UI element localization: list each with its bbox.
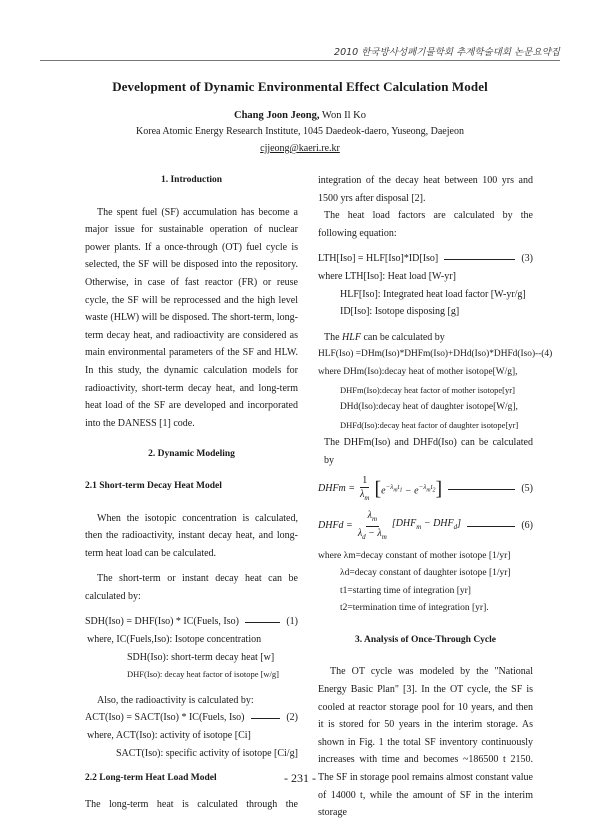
eq56-where-lm: where λm=decay constant of mother isotope [1/yr] xyxy=(318,550,511,561)
equation-5-lhs: DHFm = xyxy=(318,483,356,495)
intro-paragraph: The spent fuel (SF) accumulation has become a major issue for sustainable operation of nuclear power plants. If a once-through (OT) fuel cycle is selected, the SF will be disposed into the repository. Otherwise, in case of fast reactor (FR) or reuse cycle, the SF will be reprocessed and the high level waste (HLW) will be disposed. The short-term, long-term decay heat, and radioactivity are considered as main environmental parameters of the SF and HLW. In this study, the dynamic calculation models for radioactivity, short-term decay heat, and long-term heat load of the SF are developed and incorporated into the DANESS [1] code. xyxy=(85,206,298,429)
section-2-1-heading: 2.1 Short-term Decay Heat Model xyxy=(85,480,222,491)
equation-4-def-dhd: DHd(Iso):decay heat of daughter isotope[W/g], xyxy=(340,402,518,413)
equation-1 xyxy=(85,613,298,631)
equation-6-lhs: DHFd = xyxy=(318,520,353,532)
equation-2-number: (2) xyxy=(286,712,298,724)
heat-load-intro: The heat load factors are calculated by the following equation: xyxy=(318,210,533,239)
eq56-def-ld: λd=decay constant of daughter isotope [1/yr] xyxy=(340,568,511,579)
author-primary: Chang Joon Jeong, xyxy=(234,110,320,121)
eq56-def-t1: t1=starting time of integration [yr] xyxy=(340,585,471,596)
author-rest: Won Il Ko xyxy=(319,110,366,121)
section-1-heading: 1. Introduction xyxy=(160,175,223,185)
equation-1-def-dhf: DHF(Iso): decay heat factor of isotope [w/g] xyxy=(127,669,280,680)
equation-1-number: (1) xyxy=(286,616,298,628)
page-number: - 231 - xyxy=(284,771,316,785)
dhf-intro: The DHFm(Iso) and DHFd(Iso) can be calculated by xyxy=(324,437,533,466)
equation-1-def-sdh: SDH(Iso): short-term decay heat [w] xyxy=(127,651,275,663)
equation-6: DHFd = $\frac{\lambda_m}{\lambda_d - \lambda_m}$ $[DHF_m - DHF_d]$ (6) xyxy=(318,509,533,544)
equation-6-fraction: $\frac{\lambda_m}{\lambda_d - \lambda_m}$ xyxy=(357,509,387,541)
equation-2-def-sact: SACT(Iso): specific activity of isotope [Ci/g] xyxy=(116,747,298,759)
author-email[interactable]: cjjeong@kaeri.re.kr xyxy=(260,143,340,154)
hlf-intro: The HLF can be calculated by xyxy=(324,331,445,343)
right-column xyxy=(318,172,553,822)
equation-5-number: (5) xyxy=(521,483,533,495)
authors xyxy=(40,110,560,121)
s3-paragraph: The OT cycle was modeled by the "National Energy Basic Plan" [3]. In the OT cycle, the SF is cooled at reactor storage pool for 10 years, and then it is stored for 50 years in the interim storage. As shown in Fig. 1 the total SF inventory continuously increases with time and becomes ~186500 t 2150. The SF in storage pool remains almost constant value of 14000 t, while the amount of SF in the interim storage xyxy=(318,666,533,819)
s22-continuation: integration of the decay heat between 100 yrs and 1500 yrs after disposal [2]. xyxy=(318,175,533,204)
running-head: 2010 한국방사성폐기물학회 추계학술대회 논문요약집 xyxy=(334,47,560,58)
equation-2-where: where, ACT(Iso): activity of isotope [Ci] xyxy=(87,730,251,742)
equation-2-text: ACT(Iso) = SACT(Iso) * IC(Fuels, Iso) xyxy=(85,712,245,724)
section-2-2-heading: 2.2 Long-term Heat Load Model xyxy=(85,773,217,784)
equation-2 xyxy=(85,709,298,727)
equation-4-def-dhfd: DHFd(Iso):decay heat factor of daughter isotope[yr] xyxy=(340,419,519,430)
s21-paragraph-1: When the isotopic concentration is calculated, then the radioactivity, instant decay heat, and long-term heat load can be calculated. xyxy=(85,512,298,559)
section-3-heading: 3. Analysis of Once-Through Cycle xyxy=(354,634,496,645)
equation-4: HLF(Iso) =DHm(Iso)*DHFm(Iso)+DHd(Iso)*DHFd(Iso)--(4) xyxy=(318,349,553,360)
equation-6-number: (6) xyxy=(521,520,533,532)
equation-3-where: where LTH[Iso]: Heat load [W-yr] xyxy=(318,270,456,282)
eq56-def-t2: t2=termination time of integration [yr]. xyxy=(340,603,489,614)
affiliation: Korea Atomic Energy Research Institute, 1045 Daedeok-daero, Yuseong, Daejeon xyxy=(136,126,464,137)
equation-1-where: where, IC(Fuels,Iso): Isotope concentration xyxy=(87,634,262,646)
equation-3 xyxy=(318,250,533,268)
equation-3-def-hlf: HLF[Iso]: Integrated heat load factor [W-yr/g] xyxy=(340,288,526,300)
equation-3-text: LTH[Iso] = HLF[Iso]*ID[Iso] xyxy=(318,253,439,265)
left-column xyxy=(85,172,298,813)
section-2-heading: 2. Dynamic Modeling xyxy=(148,449,235,460)
equation-3-number: (3) xyxy=(521,253,533,265)
equation-5: DHFm = $\frac{1}{\lambda_m}$ [ $e^{-\lambda_mt_1} - e^{-\lambda_mt_2}$ ] (5) xyxy=(318,474,533,505)
activity-intro: Also, the radioactivity is calculated by: xyxy=(97,694,254,706)
header-rule xyxy=(40,60,560,61)
s22-paragraph: The long-term heat is calculated through the xyxy=(85,798,298,810)
s21-paragraph-2: The short-term or instant decay heat can be calculated by: xyxy=(85,573,298,602)
equation-5-fraction: $\frac{1}{\lambda_m}$ xyxy=(360,474,370,502)
paper-title: Development of Dynamic Environmental Effect Calculation Model xyxy=(112,79,488,94)
equation-1-text: SDH(Iso) = DHF(Iso) * IC(Fuels, Iso) xyxy=(85,616,239,628)
equation-3-def-id: ID[Iso]: Isotope disposing [g] xyxy=(340,306,460,318)
equation-4-where-dhm: where DHm(Iso):decay heat of mother isotope[W/g], xyxy=(318,366,518,377)
equation-4-def-dhfm: DHFm(Iso):decay heat factor of mother isotope[yr] xyxy=(340,384,515,395)
